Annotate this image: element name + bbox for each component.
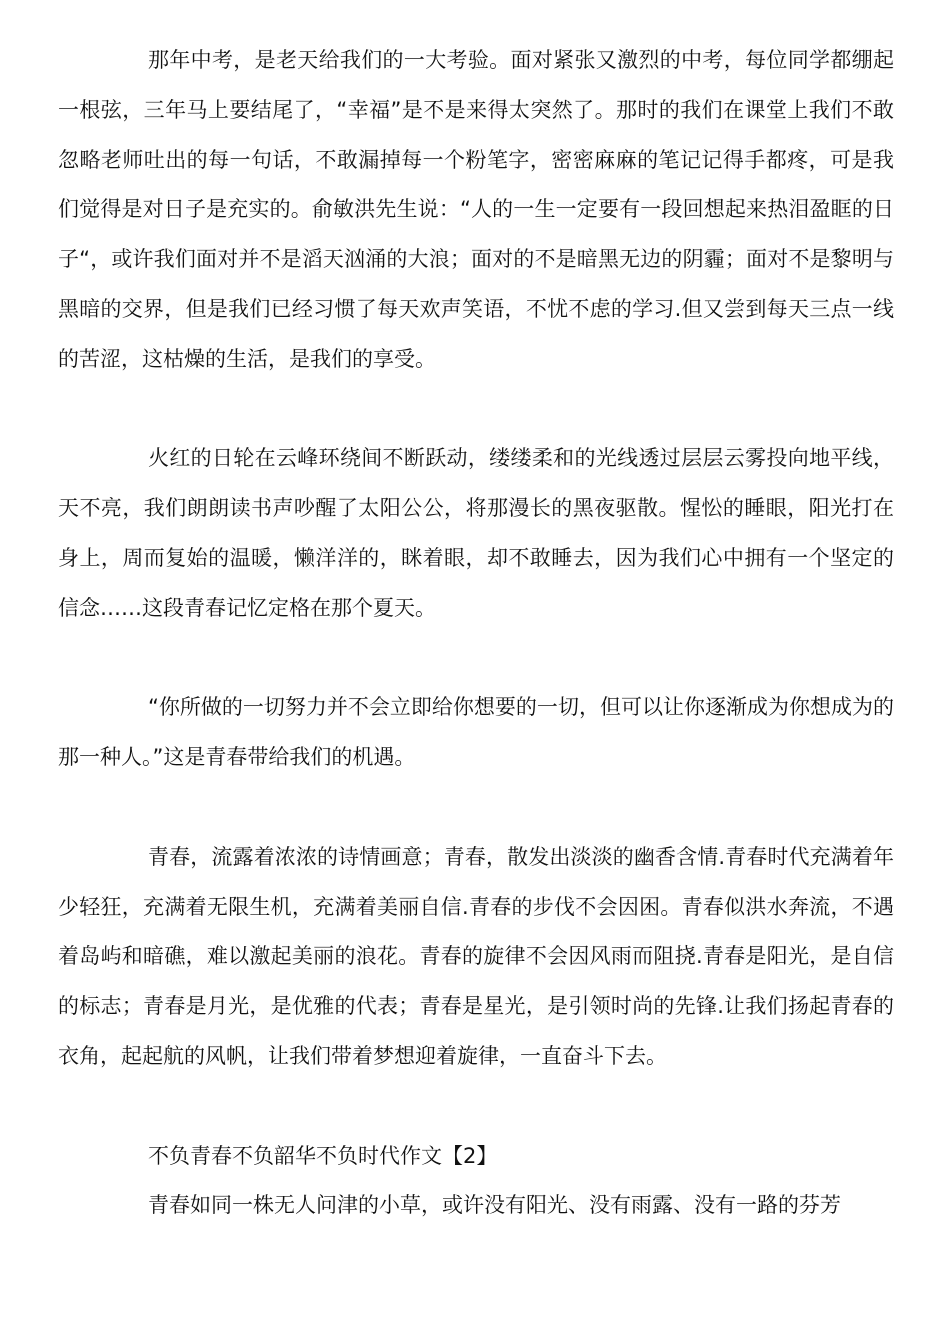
paragraph-2: 火红的日轮在云峰环绕间不断跃动，缕缕柔和的光线透过层层云雾投向地平线，天不亮，我们朗朗读书声吵醒了太阳公公，将那漫长的黑夜驱散。惺忪的睡眼，阳光打在身上，周而复始的温暖，懒洋洋的，眯着眼，却不敢睡去，因为我们心中拥有一个坚定的信念……这段青春记忆定格在那个夏天。 (58, 446, 894, 620)
paragraph-1: 那年中考，是老天给我们的一大考验。面对紧张又激烈的中考，每位同学都绷起一根弦，三年马上要结尾了，“幸福”是不是来得太突然了。那时的我们在课堂上我们不敢忽略老师吐出的每一句话，不敢漏掉每一个粉笔字，密密麻麻的笔记记得手都疼，可是我们觉得是对日子是充实的。俞敏洪先生说：“人的一生一定要有一段回想起来热泪盈眶的日子“，或许我们面对并不是滔天汹涌的大浪；面对的不是暗黑无边的阴霾；面对不是黎明与黑暗的交界，但是我们已经习惯了每天欢声笑语，不忧不虑的学习.但又尝到每天三点一线的苦涩，这枯燥的生活，是我们的享受。 (58, 48, 894, 371)
paragraph-3: “你所做的一切努力并不会立即给你想要的一切，但可以让你逐渐成为你想成为的那一种人。”这是青春带给我们的机遇。 (58, 695, 894, 770)
document-page (58, 36, 894, 1231)
paragraph-4: 青春，流露着浓浓的诗情画意；青春，散发出淡淡的幽香含情.青春时代充满着年少轻狂，充满着无限生机，充满着美丽自信.青春的步伐不会因困。青春似洪水奔流，不遇着岛屿和暗礁，难以激起美丽的浪花。青春的旋律不会因风雨而阻挠.青春是阳光，是自信的标志；青春是月光，是优雅的代表；青春是星光，是引领时尚的先锋.让我们扬起青春的衣角，起起航的风帆，让我们带着梦想迎着旋律，一直奋斗下去。 (58, 844, 894, 1068)
paragraph-5: 青春如同一株无人问津的小草，或许没有阳光、没有雨露、没有一路的芬芳 (148, 1193, 841, 1218)
section-heading: 不负青春不负韶华不负时代作文【2】 (148, 1143, 498, 1168)
